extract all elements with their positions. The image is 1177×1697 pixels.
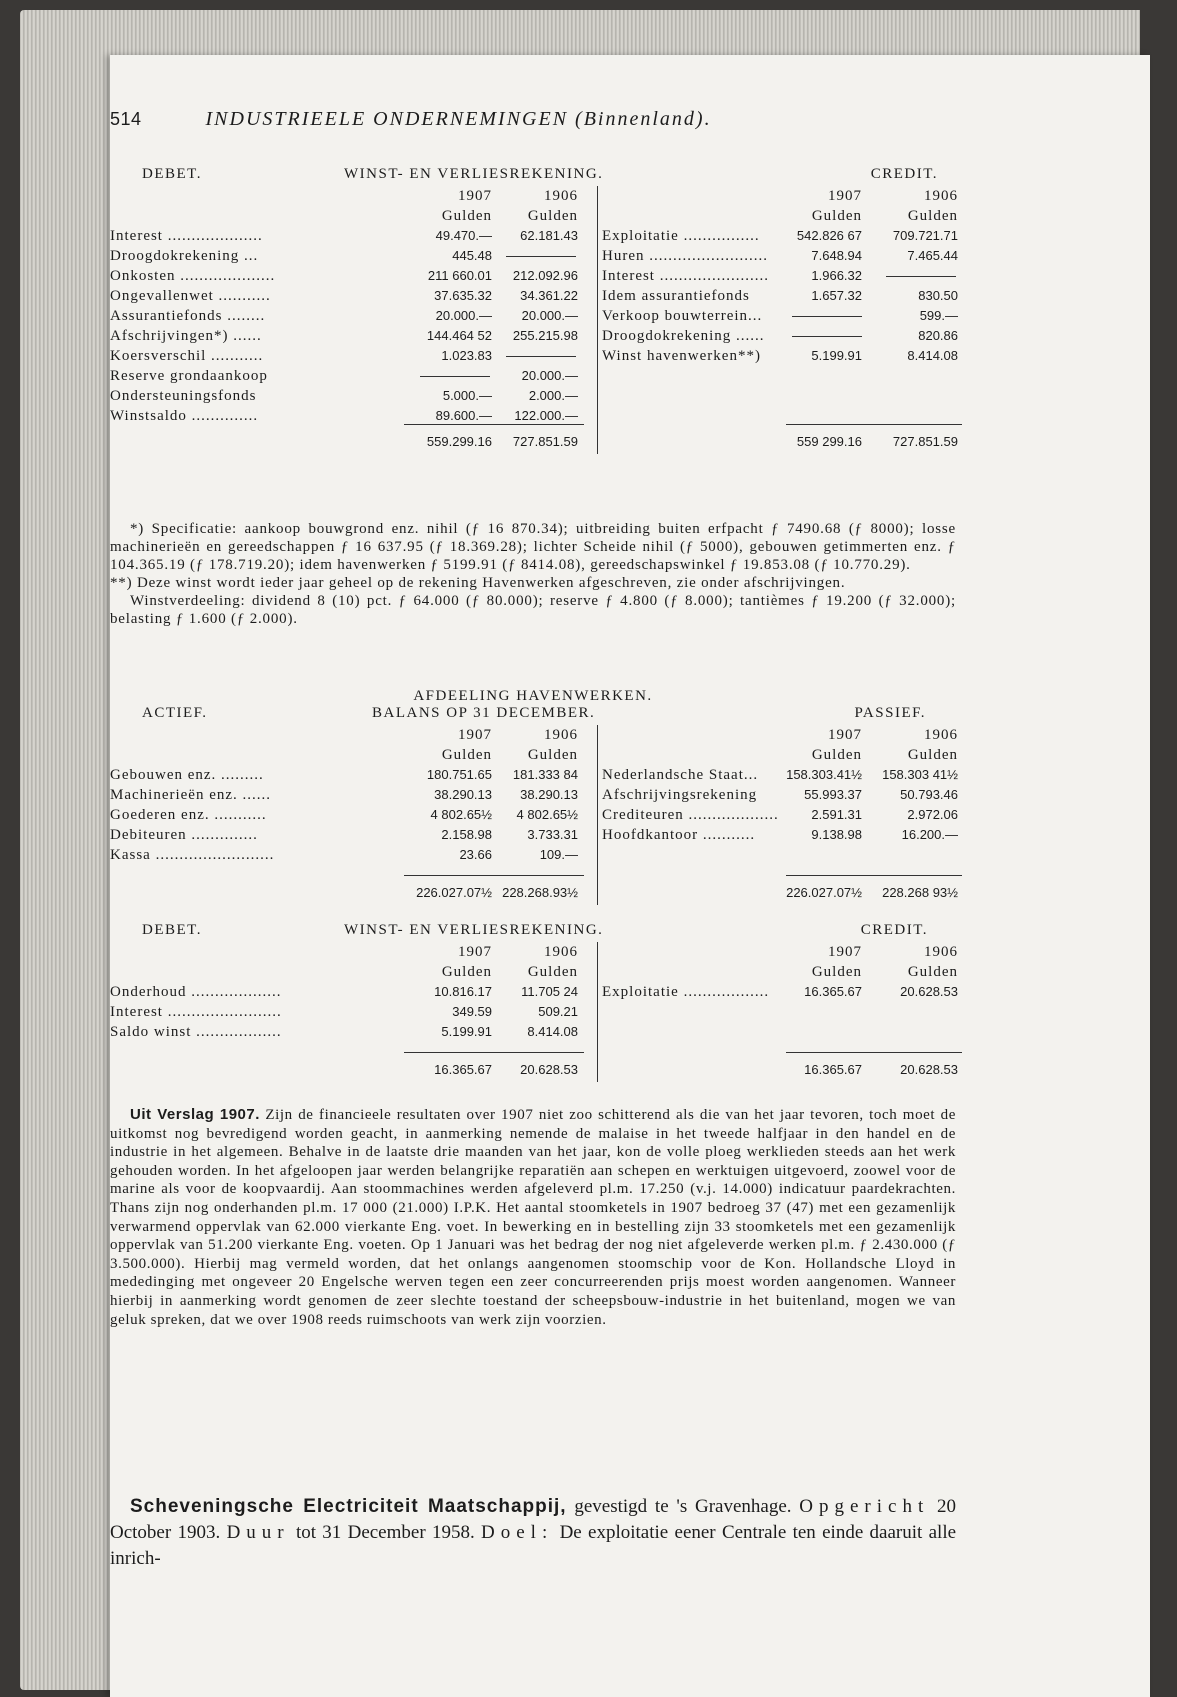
running-header: [110, 108, 930, 131]
year-1906: 1906: [544, 727, 578, 743]
table-row: [110, 246, 590, 266]
debit-side: [110, 725, 590, 900]
total-row: [110, 1060, 590, 1080]
winst-verlies-hoofd: [110, 166, 956, 454]
year-1906: 1906: [924, 727, 958, 743]
value-1907: 158.303.41½: [786, 767, 862, 782]
year-1906: 1906: [924, 944, 958, 960]
winst-verlies-havenwerken: [110, 922, 956, 1082]
total-1907: 16.365.67: [434, 1062, 492, 1077]
table-row: [110, 286, 590, 306]
balans-havenwerken: [110, 688, 956, 905]
credit-side: [602, 186, 958, 449]
table-row: [602, 286, 958, 306]
column-divider: [597, 942, 598, 1082]
row-label: Debiteuren ..............: [110, 827, 258, 843]
center-title: BALANS OP 31 DECEMBER.: [372, 705, 596, 721]
value-1907: 55.993.37: [804, 787, 862, 802]
row-label: Hoofdkantoor ...........: [602, 827, 756, 843]
value-1907: 445.48: [452, 248, 492, 263]
total-rule: [786, 424, 962, 425]
value-1907: 23.66: [459, 847, 492, 862]
table-row: [110, 266, 590, 286]
value-1907: 37.635.32: [434, 288, 492, 303]
value-1907: 10.816.17: [434, 984, 492, 999]
value-1906: 20.000.—: [521, 308, 578, 323]
total-rule: [786, 875, 962, 876]
year-header: [602, 186, 958, 206]
value-1906: 11.705 24: [521, 984, 578, 999]
value-1906: 3.733.31: [527, 827, 578, 842]
value-1906: 709.721.71: [892, 228, 958, 243]
row-label: Interest ....................: [110, 228, 263, 244]
verslag-paragraph: [110, 1106, 956, 1329]
account-table: [110, 725, 956, 905]
table-row: [110, 785, 590, 805]
winstverdeeling: Winstverdeeling: dividend 8 (10) pct. ƒ 64.000 (ƒ 80.000); reserve ƒ 4.800 (ƒ 8.000); tantièmes ƒ 19.200 (ƒ 32.000); belasting ƒ 1.600 (ƒ 2.000).: [110, 593, 956, 627]
total-rule: [404, 875, 584, 876]
section-header: [110, 705, 956, 725]
unit-1907: Gulden: [811, 747, 862, 763]
year-1907: 1907: [828, 188, 862, 204]
value-1907: 4 802.65½: [430, 807, 492, 822]
right-title: PASSIEF.: [854, 705, 926, 721]
table-row: [110, 346, 590, 366]
right-title: CREDIT.: [870, 166, 938, 182]
row-label: Exploitatie ................: [602, 228, 760, 244]
year-header: [110, 725, 590, 745]
unit-header: [602, 206, 958, 226]
value-1907: 542.826 67: [796, 228, 862, 243]
page-number: 514: [110, 109, 142, 129]
value-1906: 109.—: [539, 847, 578, 862]
total-1906: 727.851.59: [892, 434, 958, 449]
value-1906: 158.303 41½: [882, 767, 958, 782]
value-1907: 20.000.—: [435, 308, 492, 323]
row-label: Saldo winst ..................: [110, 1024, 282, 1040]
debit-side: [110, 942, 590, 1077]
year-1907: 1907: [458, 188, 492, 204]
table-row: [110, 765, 590, 785]
total-1907: 559.299.16: [426, 434, 492, 449]
row-label: Nederlandsche Staat...: [602, 767, 759, 783]
table-row: [110, 386, 590, 406]
year-1907: 1907: [828, 944, 862, 960]
doel-label: Doel:: [481, 1522, 554, 1543]
company-entry: [110, 1494, 956, 1572]
unit-header: [110, 962, 590, 982]
year-1906: 1906: [544, 188, 578, 204]
unit-1906: Gulden: [527, 208, 578, 224]
table-row: [110, 326, 590, 346]
value-1906: 16.200.—: [901, 827, 958, 842]
company-seat: gevestigd te 's Gravenhage.: [574, 1496, 792, 1517]
table-row: [602, 765, 958, 785]
empty-dash: [506, 356, 576, 357]
column-divider: [597, 725, 598, 905]
unit-1907: Gulden: [811, 208, 862, 224]
opgericht-value: 20 October 1903.: [110, 1496, 957, 1543]
row-label: Interest .......................: [602, 268, 769, 284]
year-header: [110, 186, 590, 206]
total-1907: 226.027.07½: [786, 885, 862, 900]
table-row: [602, 246, 958, 266]
credit-side: [602, 942, 958, 1077]
row-label: Idem assurantiefonds: [602, 288, 750, 304]
row-label: Ondersteuningsfonds: [110, 388, 257, 404]
value-1907: 180.751.65: [426, 767, 492, 782]
table-row: [602, 346, 958, 366]
value-1907: 1.657.32: [811, 288, 862, 303]
year-header: [602, 725, 958, 745]
unit-1907: Gulden: [441, 747, 492, 763]
row-label: Droogdokrekening ......: [602, 328, 765, 344]
row-label: Winst havenwerken**): [602, 348, 761, 364]
account-table: [110, 942, 956, 1082]
table-row: [602, 825, 958, 845]
row-label: Afschrijvingsrekening: [602, 787, 758, 803]
section-header: [110, 922, 956, 942]
value-1906: 820.86: [918, 328, 958, 343]
page-title: INDUSTRIEELE ONDERNEMINGEN (Binnenland).: [205, 108, 712, 130]
row-label: Reserve grondaankoop: [110, 368, 268, 384]
value-1907: 2.158.98: [441, 827, 492, 842]
unit-1906: Gulden: [907, 208, 958, 224]
year-1906: 1906: [544, 944, 578, 960]
value-1907: 16.365.67: [804, 984, 862, 999]
total-row: [602, 1060, 958, 1080]
value-1906: 50.793.46: [900, 787, 958, 802]
year-1907: 1907: [458, 944, 492, 960]
empty-dash: [420, 376, 490, 377]
empty-dash: [792, 316, 862, 317]
value-1907: 5.199.91: [441, 1024, 492, 1039]
unit-header: [110, 206, 590, 226]
row-label: Ongevallenwet ...........: [110, 288, 271, 304]
value-1907: 211 660.01: [427, 268, 492, 283]
row-label: Kassa .........................: [110, 847, 275, 863]
table-row: [110, 845, 590, 865]
table-row: [602, 266, 958, 286]
value-1906: 8.414.08: [527, 1024, 578, 1039]
account-table: [110, 186, 956, 454]
debit-side: [110, 186, 590, 449]
table-row: [602, 785, 958, 805]
credit-side: [602, 725, 958, 900]
row-label: Goederen enz. ...........: [110, 807, 267, 823]
total-row: [602, 432, 958, 452]
value-1906: 8.414.08: [907, 348, 958, 363]
empty-dash: [886, 276, 956, 277]
column-divider: [597, 186, 598, 454]
value-1906: 255.215.98: [512, 328, 578, 343]
center-title: WINST- EN VERLIESREKENING.: [344, 922, 604, 938]
row-label: Droogdokrekening ...: [110, 248, 259, 264]
row-label: Afschrijvingen*) ......: [110, 328, 262, 344]
table-row: [110, 1002, 590, 1022]
duur-label: Duur: [226, 1522, 290, 1543]
table-row: [602, 306, 958, 326]
table-row: [110, 825, 590, 845]
unit-header: [602, 962, 958, 982]
left-title: DEBET.: [142, 922, 202, 938]
afdeeling-heading: AFDEELING HAVENWERKEN.: [413, 688, 653, 704]
table-row: [110, 1022, 590, 1042]
left-title: ACTIEF.: [142, 705, 208, 721]
year-1906: 1906: [924, 188, 958, 204]
year-1907: 1907: [458, 727, 492, 743]
verslag-lead: Uit Verslag 1907.: [130, 1106, 260, 1123]
value-1907: 144.464 52: [426, 328, 492, 343]
company-name: Scheveningsche Electriciteit Maatschappij,: [130, 1496, 567, 1517]
value-1907: 2.591.31: [811, 807, 862, 822]
total-row: [110, 883, 590, 903]
value-1907: 38.290.13: [434, 787, 492, 802]
table-row: [110, 226, 590, 246]
empty-dash: [792, 336, 862, 337]
unit-1906: Gulden: [907, 964, 958, 980]
value-1906: 62.181.43: [520, 228, 578, 243]
unit-1907: Gulden: [811, 964, 862, 980]
table-row: [110, 805, 590, 825]
total-1907: 559 299.16: [796, 434, 862, 449]
value-1907: 89.600.—: [435, 408, 492, 423]
total-1906: 228.268 93½: [882, 885, 958, 900]
total-1907: 16.365.67: [804, 1062, 862, 1077]
table-row: [602, 982, 958, 1002]
table-row: [602, 226, 958, 246]
value-1907: 1.966.32: [811, 268, 862, 283]
center-title: WINST- EN VERLIESREKENING.: [344, 166, 604, 182]
total-row: [110, 432, 590, 452]
total-1906: 20.628.53: [900, 1062, 958, 1077]
row-label: Machinerieën enz. ......: [110, 787, 272, 803]
row-label: Huren .........................: [602, 248, 768, 264]
row-label: Onderhoud ...................: [110, 984, 282, 1000]
unit-1906: Gulden: [907, 747, 958, 763]
total-row: [602, 883, 958, 903]
right-title: CREDIT.: [860, 922, 928, 938]
unit-1907: Gulden: [441, 208, 492, 224]
table-row: [110, 406, 590, 426]
row-label: Crediteuren ...................: [602, 807, 779, 823]
value-1906: 599.—: [919, 308, 958, 323]
value-1907: 9.138.98: [811, 827, 862, 842]
doel-value: De exploitatie eener Centrale ten einde daaruit alle inrich-: [110, 1522, 957, 1569]
total-1907: 226.027.07½: [416, 885, 492, 900]
row-label: Exploitatie ..................: [602, 984, 770, 1000]
footnote-winst: **) Deze winst wordt ieder jaar geheel op de rekening Havenwerken afgeschreven, zie onder afschrijvingen.: [110, 575, 846, 591]
table-row: [602, 805, 958, 825]
year-1907: 1907: [828, 727, 862, 743]
value-1907: 349.59: [452, 1004, 492, 1019]
value-1906: 122.000.—: [514, 408, 578, 423]
footnotes: [110, 520, 956, 628]
value-1906: 2.000.—: [528, 388, 578, 403]
total-1906: 20.628.53: [520, 1062, 578, 1077]
unit-1906: Gulden: [527, 747, 578, 763]
left-title: DEBET.: [142, 166, 202, 182]
section-header: [110, 166, 956, 186]
value-1907: 49.470.—: [435, 228, 492, 243]
row-label: Assurantiefonds ........: [110, 308, 266, 324]
total-1906: 727.851.59: [512, 434, 578, 449]
table-row: [110, 366, 590, 386]
value-1906: 38.290.13: [520, 787, 578, 802]
total-1906: 228.268.93½: [502, 885, 578, 900]
unit-header: [602, 745, 958, 765]
value-1906: 181.333 84: [512, 767, 578, 782]
unit-header: [110, 745, 590, 765]
row-label: Interest ........................: [110, 1004, 282, 1020]
value-1907: 1.023.83: [441, 348, 492, 363]
row-label: Gebouwen enz. .........: [110, 767, 264, 783]
table-row: [110, 982, 590, 1002]
year-header: [602, 942, 958, 962]
value-1906: 20.628.53: [900, 984, 958, 999]
row-label: Winstsaldo ..............: [110, 408, 259, 424]
value-1906: 34.361.22: [520, 288, 578, 303]
table-row: [110, 306, 590, 326]
value-1907: 5.000.—: [442, 388, 492, 403]
total-rule: [786, 1052, 962, 1053]
empty-dash: [506, 256, 576, 257]
unit-1907: Gulden: [441, 964, 492, 980]
row-label: Koersverschil ...........: [110, 348, 264, 364]
verslag-text: Zijn de financieele resultaten over 1907 niet zoo schitterend als die van het jaar tevoren, toch moet de uitkomst nog bevredigend worden geacht, in aanmerking nemende de malaise in het tweede halfjaar in den handel en de industrie in het algemeen. Behalve in de laatste drie maanden van het jaar, kon de volle ploeg werklieden steeds aan het werk gehouden worden. In het afgeloopen jaar werden belangrijke reparatiën aan schepen en werktuigen uitgevoerd, zoowel voor de marine als voor de koopvaardij. Aan stoommachines werden afgeleverd pl.m. 17.250 (v.j. 14.000) indicatuur paardekrachten. Thans zijn nog onderhanden pl.m. 17 000 (21.000) I.P.K. Het aantal stoomketels in 1907 bedroeg 37 (47) met een gezamenlijk verwarmend oppervlak van 62.000 vierkante Eng. voet. In bewerking en in bestelling zijn 33 stoomketels met een gezamenlijk oppervlak van 51.200 vierkante Eng. voeten. Op 1 Januari was het bedrag der nog niet afgeleverde werken pl.m. ƒ 2.430.000 (ƒ 3.500.000). Hierbij mag vermeld worden, dat het onlangs aangenomen stoomschip voor de Kon. Hollandsche Lloyd in mededinging met ongeveer 20 Engelsche werven tegen een zeer concurreerenden prijs moest worden aangenomen. Wanneer hierbij in aanmerking wordt genomen de zeer slechte toestand der scheepsbouw-industrie in het buitenland, mogen we van geluk spreken, dat we over 1908 reeds ruimschoots van werk zijn voorzien.: [110, 1107, 956, 1328]
row-label: Onkosten ....................: [110, 268, 276, 284]
value-1906: 212.092.96: [512, 268, 578, 283]
table-row: [602, 326, 958, 346]
value-1906: 4 802.65½: [516, 807, 578, 822]
value-1906: 20.000.—: [521, 368, 578, 383]
total-rule: [404, 424, 584, 425]
year-header: [110, 942, 590, 962]
value-1906: 7.465.44: [907, 248, 958, 263]
unit-1906: Gulden: [527, 964, 578, 980]
footnote-specificatie: *) Specificatie: aankoop bouwgrond enz. nihil (ƒ 16 870.34); uitbreiding buiten erfpacht ƒ 7490.68 (ƒ 8000); losse machinerieën en gereedschappen ƒ 16 637.95 (ƒ 18.369.28); lichter Scheide nihil (ƒ 5000), gebouwen getimmerten enz. ƒ 104.365.19 (ƒ 178.719.20); idem havenwerken ƒ 5199.91 (ƒ 8414.08), gereedschapswinkel ƒ 19.853.08 (ƒ 10.770.29).: [110, 521, 956, 573]
value-1907: 5.199.91: [811, 348, 862, 363]
total-rule: [404, 1052, 584, 1053]
opgericht-label: Opgericht: [799, 1496, 930, 1517]
value-1907: 7.648.94: [811, 248, 862, 263]
duur-value: tot 31 December 1958.: [295, 1522, 475, 1543]
value-1906: 509.21: [538, 1004, 578, 1019]
value-1906: 2.972.06: [907, 807, 958, 822]
value-1906: 830.50: [918, 288, 958, 303]
row-label: Verkoop bouwterrein...: [602, 308, 763, 324]
